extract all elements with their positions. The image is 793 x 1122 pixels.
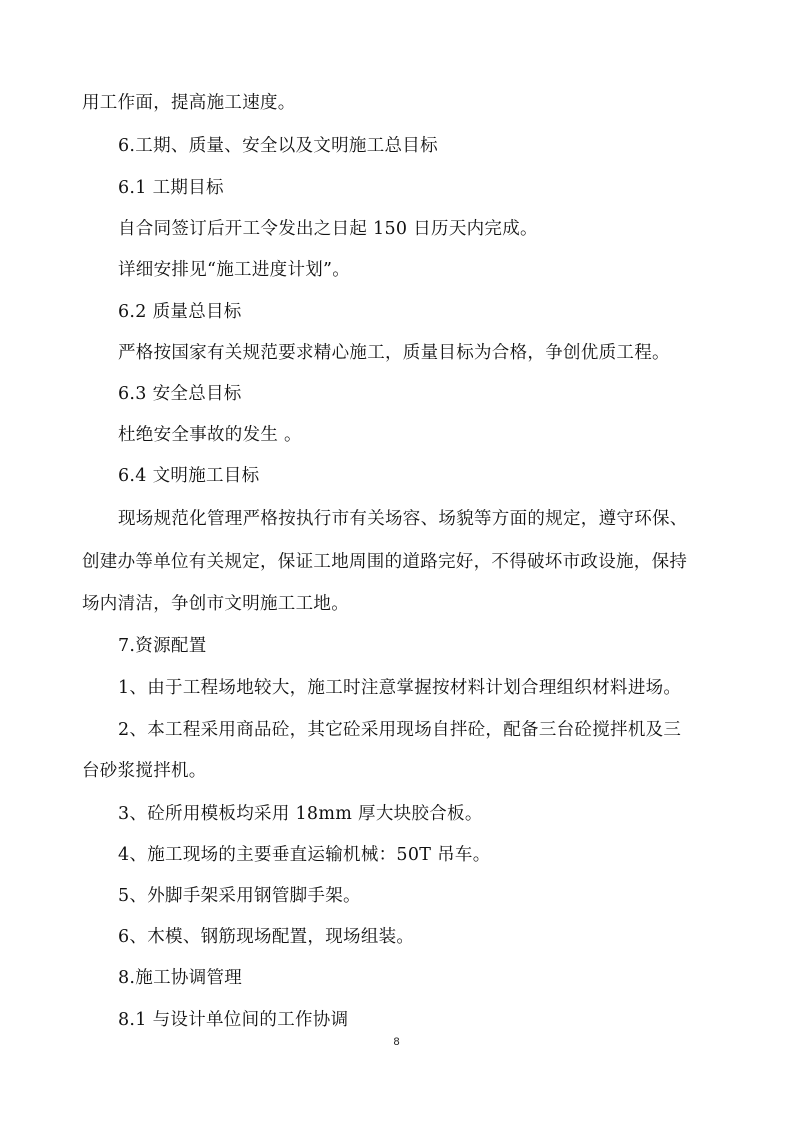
- paragraph-continuation: 用工作面，提高施工速度。: [82, 93, 296, 113]
- list-item-2-line-2: 台砂浆搅拌机。: [82, 761, 207, 781]
- heading-6-4: 6.4 文明施工目标: [118, 466, 260, 486]
- heading-section-8: 8.施工协调管理: [118, 968, 243, 988]
- paragraph-safety-goal: 杜绝安全事故的发生 。: [118, 425, 302, 445]
- heading-6-1: 6.1 工期目标: [118, 178, 224, 198]
- heading-8-1: 8.1 与设计单位间的工作协调: [118, 1010, 349, 1030]
- paragraph-schedule-goal: 自合同签订后开工令发出之日起 150 日历天内完成。: [118, 219, 538, 239]
- heading-section-7: 7.资源配置: [118, 636, 207, 656]
- list-item-4: 4、施工现场的主要垂直运输机械：50T 吊车。: [118, 845, 491, 865]
- paragraph-civilized-line-1: 现场规范化管理严格按执行市有关场容、场貌等方面的规定，遵守环保、: [118, 509, 688, 529]
- heading-section-6: 6.工期、质量、安全以及文明施工总目标: [118, 136, 438, 156]
- paragraph-schedule-ref: 详细安排见“施工进度计划”。: [118, 260, 351, 280]
- paragraph-civilized-line-3: 场内清洁，争创市文明施工工地。: [82, 594, 349, 614]
- heading-6-3: 6.3 安全总目标: [118, 384, 242, 404]
- heading-6-2: 6.2 质量总目标: [118, 302, 242, 322]
- list-item-5: 5、外脚手架采用钢管脚手架。: [118, 886, 361, 906]
- list-item-3: 3、砼所用模板均采用 18mm 厚大块胶合板。: [118, 804, 483, 824]
- paragraph-civilized-line-2: 创建办等单位有关规定，保证工地周围的道路完好，不得破坏市政设施，保持: [82, 552, 688, 572]
- paragraph-quality-goal: 严格按国家有关规范要求精心施工，质量目标为合格，争创优质工程。: [118, 343, 670, 363]
- page-number: 8: [393, 1036, 400, 1048]
- list-item-1: 1、由于工程场地较大，施工时注意掌握按材料计划合理组织材料进场。: [118, 678, 682, 698]
- list-item-6: 6、木模、钢筋现场配置，现场组装。: [118, 927, 415, 947]
- list-item-2-line-1: 2、本工程采用商品砼，其它砼采用现场自拌砼，配备三台砼搅拌机及三: [118, 720, 682, 740]
